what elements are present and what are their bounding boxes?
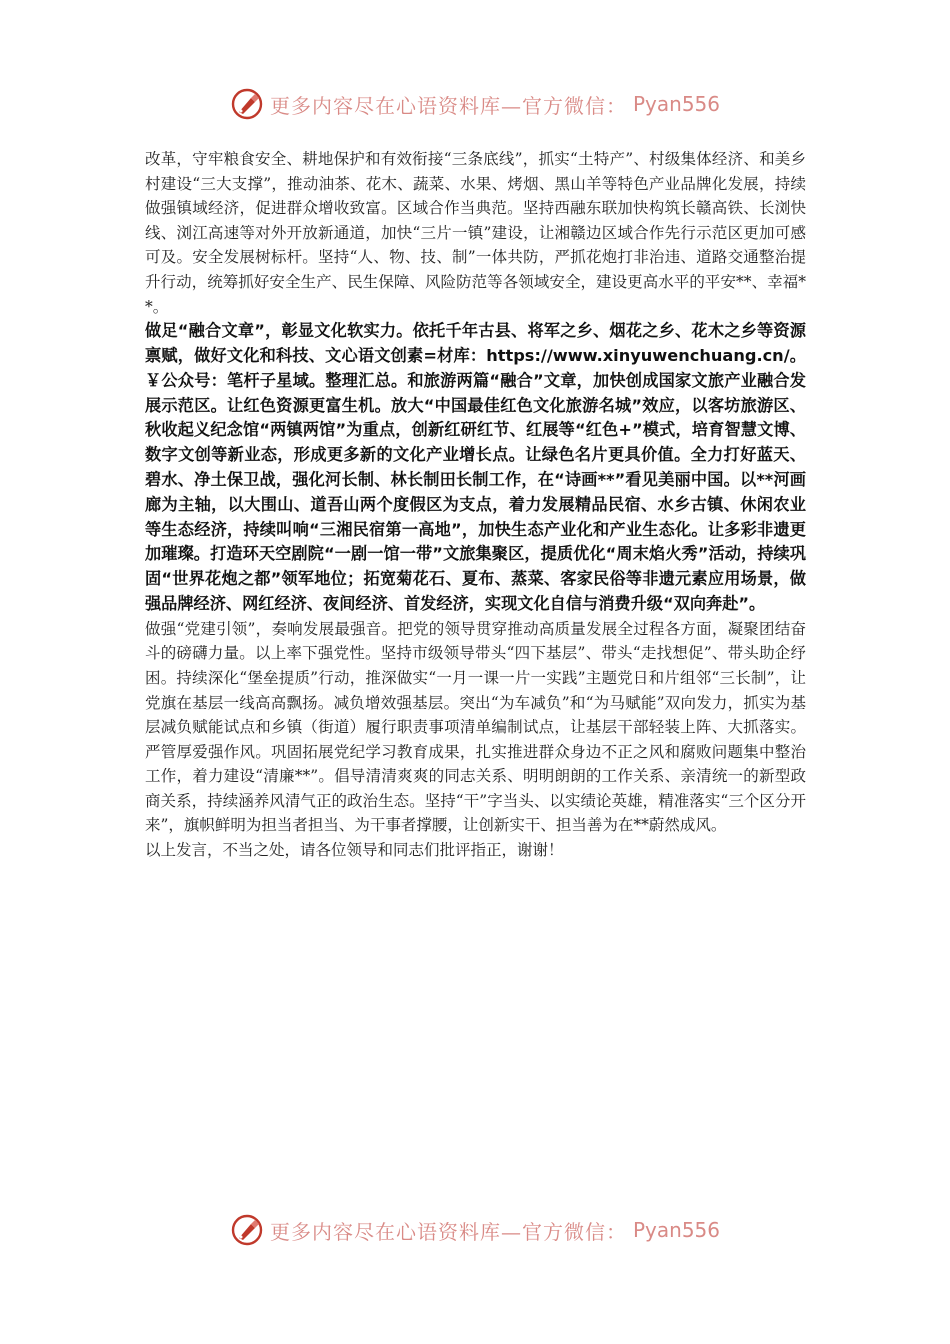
- banner-contact: Pyan556: [632, 92, 720, 116]
- paragraph-culture-integration: 做足“融合文章”，彰显文化软实力。依托千年古县、将军之乡、烟花之乡、花木之乡等资源禀赋，做好文化和科技、文心语文创素=材库：https://www.xinyuwenchuang.cn/。￥公众号：笔杆子星域。整理汇总。和旅游两篇“融合”文章，加快创成国家文旅产业融合发展示范区。让红色资源更富生机。放大“中国最佳红色文化旅游名城”效应，以客坊旅游区、秋收起义纪念馆“两镇两馆”为重点，创新红研红节、红展等“红色+”模式，培育智慧文博、数字文创等新业态，形成更多新的文化产业增长点。让绿色名片更具价值。全力打好蓝天、碧水、净土保卫战，强化河长制、林长制田长制工作，在“诗画**”看见美丽中国。以**河画廊为主轴，以大围山、道吾山两个度假区为支点，着力发展精品民宿、水乡古镇、休闲农业等生态经济，持续叫响“三湘民宿第一高地”，加快生态产业化和产业生态化。让多彩非遗更加璀璨。打造环天空剧院“一剧一馆一带”文旅集聚区，提质优化“周末焰火秀”活动，持续巩固“世界花炮之都”领军地位；拓宽菊花石、夏布、蒸菜、客家民俗等非遗元素应用场景，做强品牌经济、网红经济、夜间经济、首发经济，实现文化自信与消费升级“双向奔赴”。: [145, 321, 806, 613]
- pen-nib-logo-icon: [230, 87, 264, 121]
- header-watermark-banner: [0, 84, 950, 124]
- banner-text: 更多内容尽在心语资料库—官方微信：: [269, 1219, 627, 1244]
- pen-nib-logo-icon: [230, 1213, 264, 1247]
- paragraph-closing: 以上发言，不当之处，请各位领导和同志们批评指正，谢谢！: [145, 841, 564, 860]
- paragraph-party-building: 做强“党建引领”，奏响发展最强音。把党的领导贯穿推动高质量发展全过程各方面，凝聚团结奋斗的磅礴力量。以上率下强党性。坚持市级领导带头“四下基层”、带头“走找想促”、带头助企纾困。持续深化“堡垒提质”行动，推深做实“一月一课一片一实践”主题党日和片组邻“三长制”，让党旗在基层一线高高飘扬。减负增效强基层。突出“为车减负”和“为马赋能”双向发力，抓实为基层减负赋能试点和乡镇（街道）履行职责事项清单编制试点，让基层干部轻装上阵、大抓落实。严管厚爱强作风。巩固拓展党纪学习教育成果，扎实推进群众身边不正之风和腐败问题集中整治工作，着力建设“清廉**”。倡导清清爽爽的同志关系、明明朗朗的工作关系、亲清统一的新型政商关系，持续涵养风清气正的政治生态。坚持“干”字当头、以实绩论英雄，精准落实“三个区分开来”，旗帜鲜明为担当者担当、为干事者撑腰，让创新实干、担当善为在**蔚然成风。: [145, 619, 806, 835]
- paragraph-reform: 改革，守牢粮食安全、耕地保护和有效衔接“三条底线”，抓实“土特产”、村级集体经济、和美乡村建设“三大支撑”，推动油茶、花木、蔬菜、水果、烤烟、黑山羊等特色产业品牌化发展，持续做强镇域经济，促进群众增收致富。区域合作当典范。坚持西融东联加快构筑长赣高铁、长浏快线、浏江高速等对外开放新通道，加快“三片一镇”建设，让湘赣边区域合作先行示范区更加可感可及。安全发展树标杆。坚持“人、物、技、制”一体共防，严抓花炮打非治违、道路交通整治提升行动，统筹抓好安全生产、民生保障、风险防范等各领域安全，建设更高水平的平安**、幸福**。: [145, 150, 806, 316]
- footer-watermark-banner: [0, 1210, 950, 1250]
- banner-text: 更多内容尽在心语资料库—官方微信：: [269, 93, 627, 118]
- document-body: [145, 147, 806, 863]
- banner-contact: Pyan556: [632, 1218, 720, 1242]
